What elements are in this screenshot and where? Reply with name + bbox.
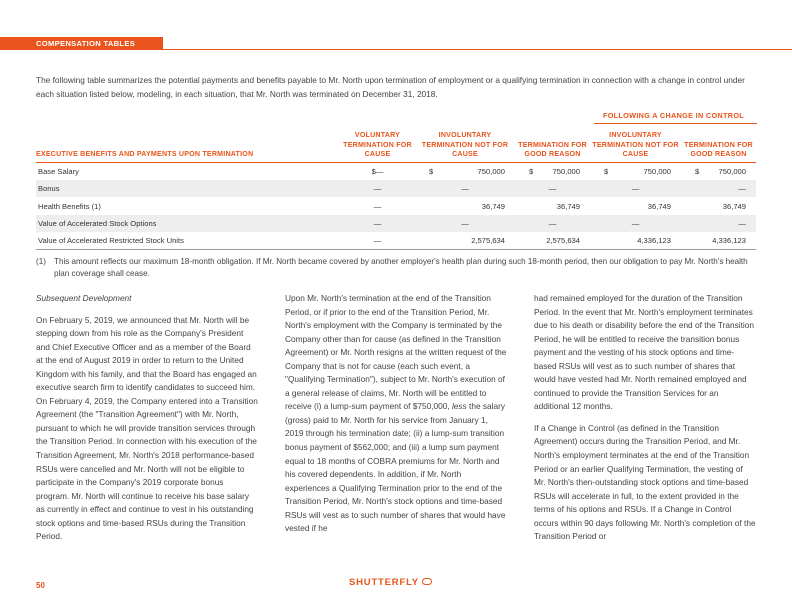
row-label: Base Salary (38, 166, 79, 176)
page-number: 50 (36, 581, 45, 590)
body-column-1 (36, 292, 258, 552)
body-paragraph: had remained employed for the duration of the Transition Period. In the event that Mr. North's employment terminates due to his death or disability before the end of the Transition Period, he will be entitled to receive the transition bonus payment and the vesting of his stock options and time-based RSUs will vest as to such number of shares that would have vested had Mr. North remained employed and continued to provide the Transition Services for an additional 12 months. (534, 293, 755, 412)
intro-paragraph: The following table summarizes the potential payments and benefits payable to Mr. North upon termination of employment or a qualifying termination in connection with a change in control under each situation listed below, modeling, in each situation, that Mr. North was terminated on December 31, 2018. (36, 75, 745, 99)
body-paragraph: On February 5, 2019, we announced that Mr. North will be stepping down from his role as the Company's President and Chief Executive Officer and as a member of the Board at the end of August 2019 in order to return to the United Kingdom with his family, and that the Board has engaged an executive search firm to identify candidates to succeed him. On February 4, 2019, the Company entered into a Transition Agreement (the "Transition Agreement") with Mr. North, pursuant to which he will provide transition services through the Transition Period. In connection with his execution of the Transition Agreement, Mr. North's 2018 performance-based RSUs were cancelled and Mr. North will not be eligible to participate in the Company's 2019 corporate bonus program. Mr. North will continue to receive his base salary as currently in effect and continue to vest in his outstanding stock options and time-based RSUs during the Transition Period. (36, 314, 258, 542)
column-header: TERMINATION FOR GOOD REASON (515, 131, 590, 162)
table-cell: — (415, 180, 515, 198)
table-cell: $ 750,000 (415, 162, 515, 180)
row-label: Bonus (36, 180, 340, 198)
brand-logo: SHUTTERFLY (349, 577, 432, 588)
change-in-control-rule (594, 123, 757, 124)
table-cell: $ 750,000 (681, 162, 756, 180)
body-paragraph: Upon Mr. North's termination at the end of the Transition Period, or if prior to the end of the Transition Period, Mr. North's employment with the Company is terminated by the Company other than for cause (as defined in the Transition Agreement) or Mr. North resigns at the written request of the Company that is not for cause (each such event, a "Qualifying Termination"), subject to Mr. North's execution of a general release of claims, Mr. North will be entitled to receive (i) a lump-sum payment of $750,000, less the salary (gross) paid to Mr. North for his service from January 1, 2019 through his termination date; (ii) a lump-sum transition bonus payment of $562,000; and (iii) a lump sum payment equal to 18 months of COBRA premiums for Mr. North and his covered dependents. In addition, if Mr. North experiences a Qualifying Termination prior to the end of the Transition Period, Mr. North's stock options and time-based RSUs will vest as to such number of shares that would have vested if he (285, 293, 507, 534)
column-header: INVOLUNTARY TERMINATION NOT FOR CAUSE (415, 131, 515, 162)
table-cell: — (681, 215, 756, 233)
table-cell: — (373, 201, 382, 211)
section-rule (163, 49, 792, 50)
currency-symbol: $ (529, 166, 534, 176)
subheading: Subsequent Development (36, 293, 132, 303)
table-row (36, 232, 756, 250)
body-column-3 (534, 292, 756, 552)
change-in-control-header: FOLLOWING A CHANGE IN CONTROL (602, 111, 745, 120)
termination-benefits-table (36, 131, 756, 250)
table-cell: — (415, 215, 515, 233)
column-header: VOLUNTARY TERMINATION FOR CAUSE (340, 131, 415, 162)
currency-symbol: $ (429, 166, 434, 176)
emphasis-text: less (451, 401, 467, 412)
column-header: EXECUTIVE BENEFITS AND PAYMENTS UPON TERMINATION (36, 131, 340, 162)
table-row (36, 215, 756, 233)
table-cell: 4,336,123 (681, 232, 756, 250)
table-cell: — (515, 215, 590, 233)
table-row (36, 180, 756, 198)
table-cell: — (340, 180, 415, 198)
table-cell: 2,575,634 (415, 232, 515, 250)
table-cell: — (681, 180, 756, 198)
table-cell: 4,336,123 (590, 232, 681, 250)
table-cell: 36,749 (722, 201, 746, 211)
table-cell: — (340, 215, 415, 233)
table-cell: 36,749 (481, 201, 505, 211)
currency-symbol: $ (695, 166, 700, 176)
table-cell: $ 750,000 (515, 162, 590, 180)
brand-mark-icon (422, 578, 432, 585)
table-cell: — (340, 232, 415, 250)
body-column-2 (285, 292, 507, 544)
table-cell: $— (371, 166, 384, 176)
table-row (36, 162, 756, 180)
footnote-number: (1) (36, 257, 46, 266)
table-cell: 36,749 (647, 201, 671, 211)
table-cell: — (590, 180, 681, 198)
table-cell: — (590, 215, 681, 233)
column-header: TERMINATION FOR GOOD REASON (681, 131, 756, 162)
table-cell: 2,575,634 (515, 232, 590, 250)
table-row (36, 197, 756, 215)
currency-symbol: $ (604, 166, 609, 176)
row-label: Value of Accelerated Stock Options (36, 215, 340, 233)
footnote-text: This amount reflects our maximum 18-month obligation. If Mr. North became covered by another employer's health plan during such 18-month period, then our obligation to pay Mr. North's health plan coverage shall cease. (54, 257, 748, 278)
column-header: INVOLUNTARY TERMINATION NOT FOR CAUSE (590, 131, 681, 162)
table-header-row (36, 131, 756, 162)
section-label: COMPENSATION TABLES (0, 37, 163, 50)
table-cell: — (515, 180, 590, 198)
table-cell: $ 750,000 (590, 162, 681, 180)
row-label: Health Benefits (1) (38, 201, 101, 211)
row-label: Value of Accelerated Restricted Stock Units (36, 232, 340, 250)
footnote (36, 256, 756, 280)
table-cell: 36,749 (556, 201, 580, 211)
body-paragraph: If a Change in Control (as defined in the Transition Agreement) occurs during the Transition Period, and Mr. North's employment terminates at the end of the Transition Period or an earlier Qualifying Termination, the vesting of Mr. North's then-outstanding stock options and time-based RSUs will accelerate in full, to the extent provided in the terms of his options and RSUs. If a Change in Control occurs within 90 days following Mr. North's completion of the Transition Period or (534, 422, 756, 542)
